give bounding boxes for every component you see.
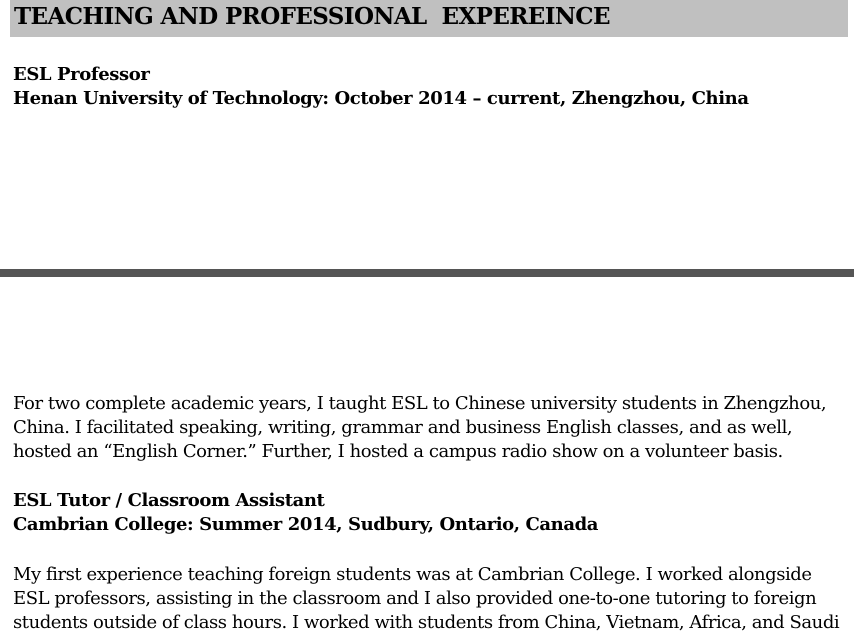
section-header-bar	[10, 0, 848, 37]
job-employer-henan: Henan University of Technology: October 2014 – current, Zhengzhou, China	[13, 88, 749, 109]
paragraph-line: My first experience teaching foreign students was at Cambrian College. I worked alongside	[13, 564, 812, 585]
paragraph-line: hosted an “English Corner.” Further, I hosted a campus radio show on a volunteer basis.	[13, 441, 783, 462]
paragraph-line: ESL professors, assisting in the classroom and I also provided one-to-one tutoring to foreign	[13, 588, 817, 609]
job-title-esl-tutor: ESL Tutor / Classroom Assistant	[13, 490, 325, 511]
section-title: TEACHING AND PROFESSIONAL EXPEREINCE	[14, 3, 610, 30]
job-employer-cambrian: Cambrian College: Summer 2014, Sudbury, Ontario, Canada	[13, 514, 599, 535]
paragraph-line: China. I facilitated speaking, writing, grammar and business English classes, and as well,	[13, 417, 793, 438]
paragraph-line: For two complete academic years, I taught ESL to Chinese university students in Zhengzhou,	[13, 393, 827, 414]
page-break-divider	[0, 269, 854, 277]
job-title-esl-professor: ESL Professor	[13, 64, 150, 85]
paragraph-line: students outside of class hours. I worked with students from China, Vietnam, Africa, and Saudi	[13, 612, 840, 633]
